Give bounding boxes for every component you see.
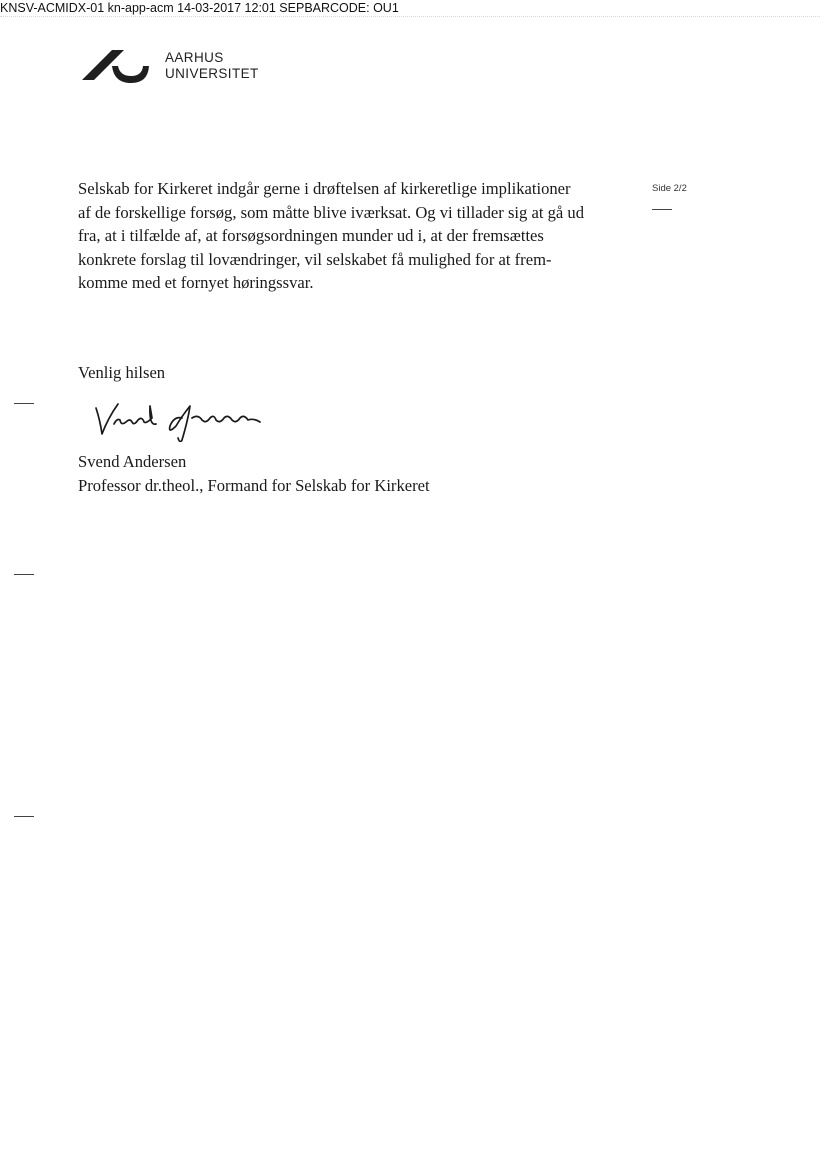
signer-title: Professor dr.theol., Formand for Selskab for Kirkeret xyxy=(78,475,430,495)
handwritten-signature xyxy=(90,396,276,442)
page-number: Side 2/2 xyxy=(652,183,687,194)
scan-header: KNSV-ACMIDX-01 kn-app-acm 14-03-2017 12:01 SEPBARCODE: OU1 xyxy=(0,1,399,15)
logo-wordmark xyxy=(165,50,259,82)
fold-mark xyxy=(14,574,34,575)
body-line: af de forskellige forsøg, som måtte blive iværksat. Og vi tillader sig at gå ud xyxy=(78,202,584,222)
body-line: komme med et fornyet høringssvar. xyxy=(78,273,314,292)
page-marker-rule xyxy=(652,209,672,210)
body-line: konkrete forslag til lovændringer, vil selskabet få mulighed for at frem- xyxy=(78,249,552,269)
closing-greeting: Venlig hilsen xyxy=(78,363,166,382)
signer-block xyxy=(78,450,430,497)
letter-body-paragraph xyxy=(78,177,638,295)
aarhus-university-logo xyxy=(82,46,272,90)
aarhus-university-logo-icon xyxy=(82,46,150,84)
fold-mark xyxy=(14,816,34,817)
logo-line-1: AARHUS xyxy=(165,50,224,65)
fold-mark xyxy=(14,403,34,404)
body-line: fra, at i tilfælde af, at forsøgsordningen munder ud i, at der fremsættes xyxy=(78,226,544,245)
scan-header-divider xyxy=(0,16,820,17)
body-line: Selskab for Kirkeret indgår gerne i drøftelsen af kirkeretlige implikationer xyxy=(78,179,571,198)
signer-name: Svend Andersen xyxy=(78,452,187,471)
logo-line-2: UNIVERSITET xyxy=(165,66,259,81)
